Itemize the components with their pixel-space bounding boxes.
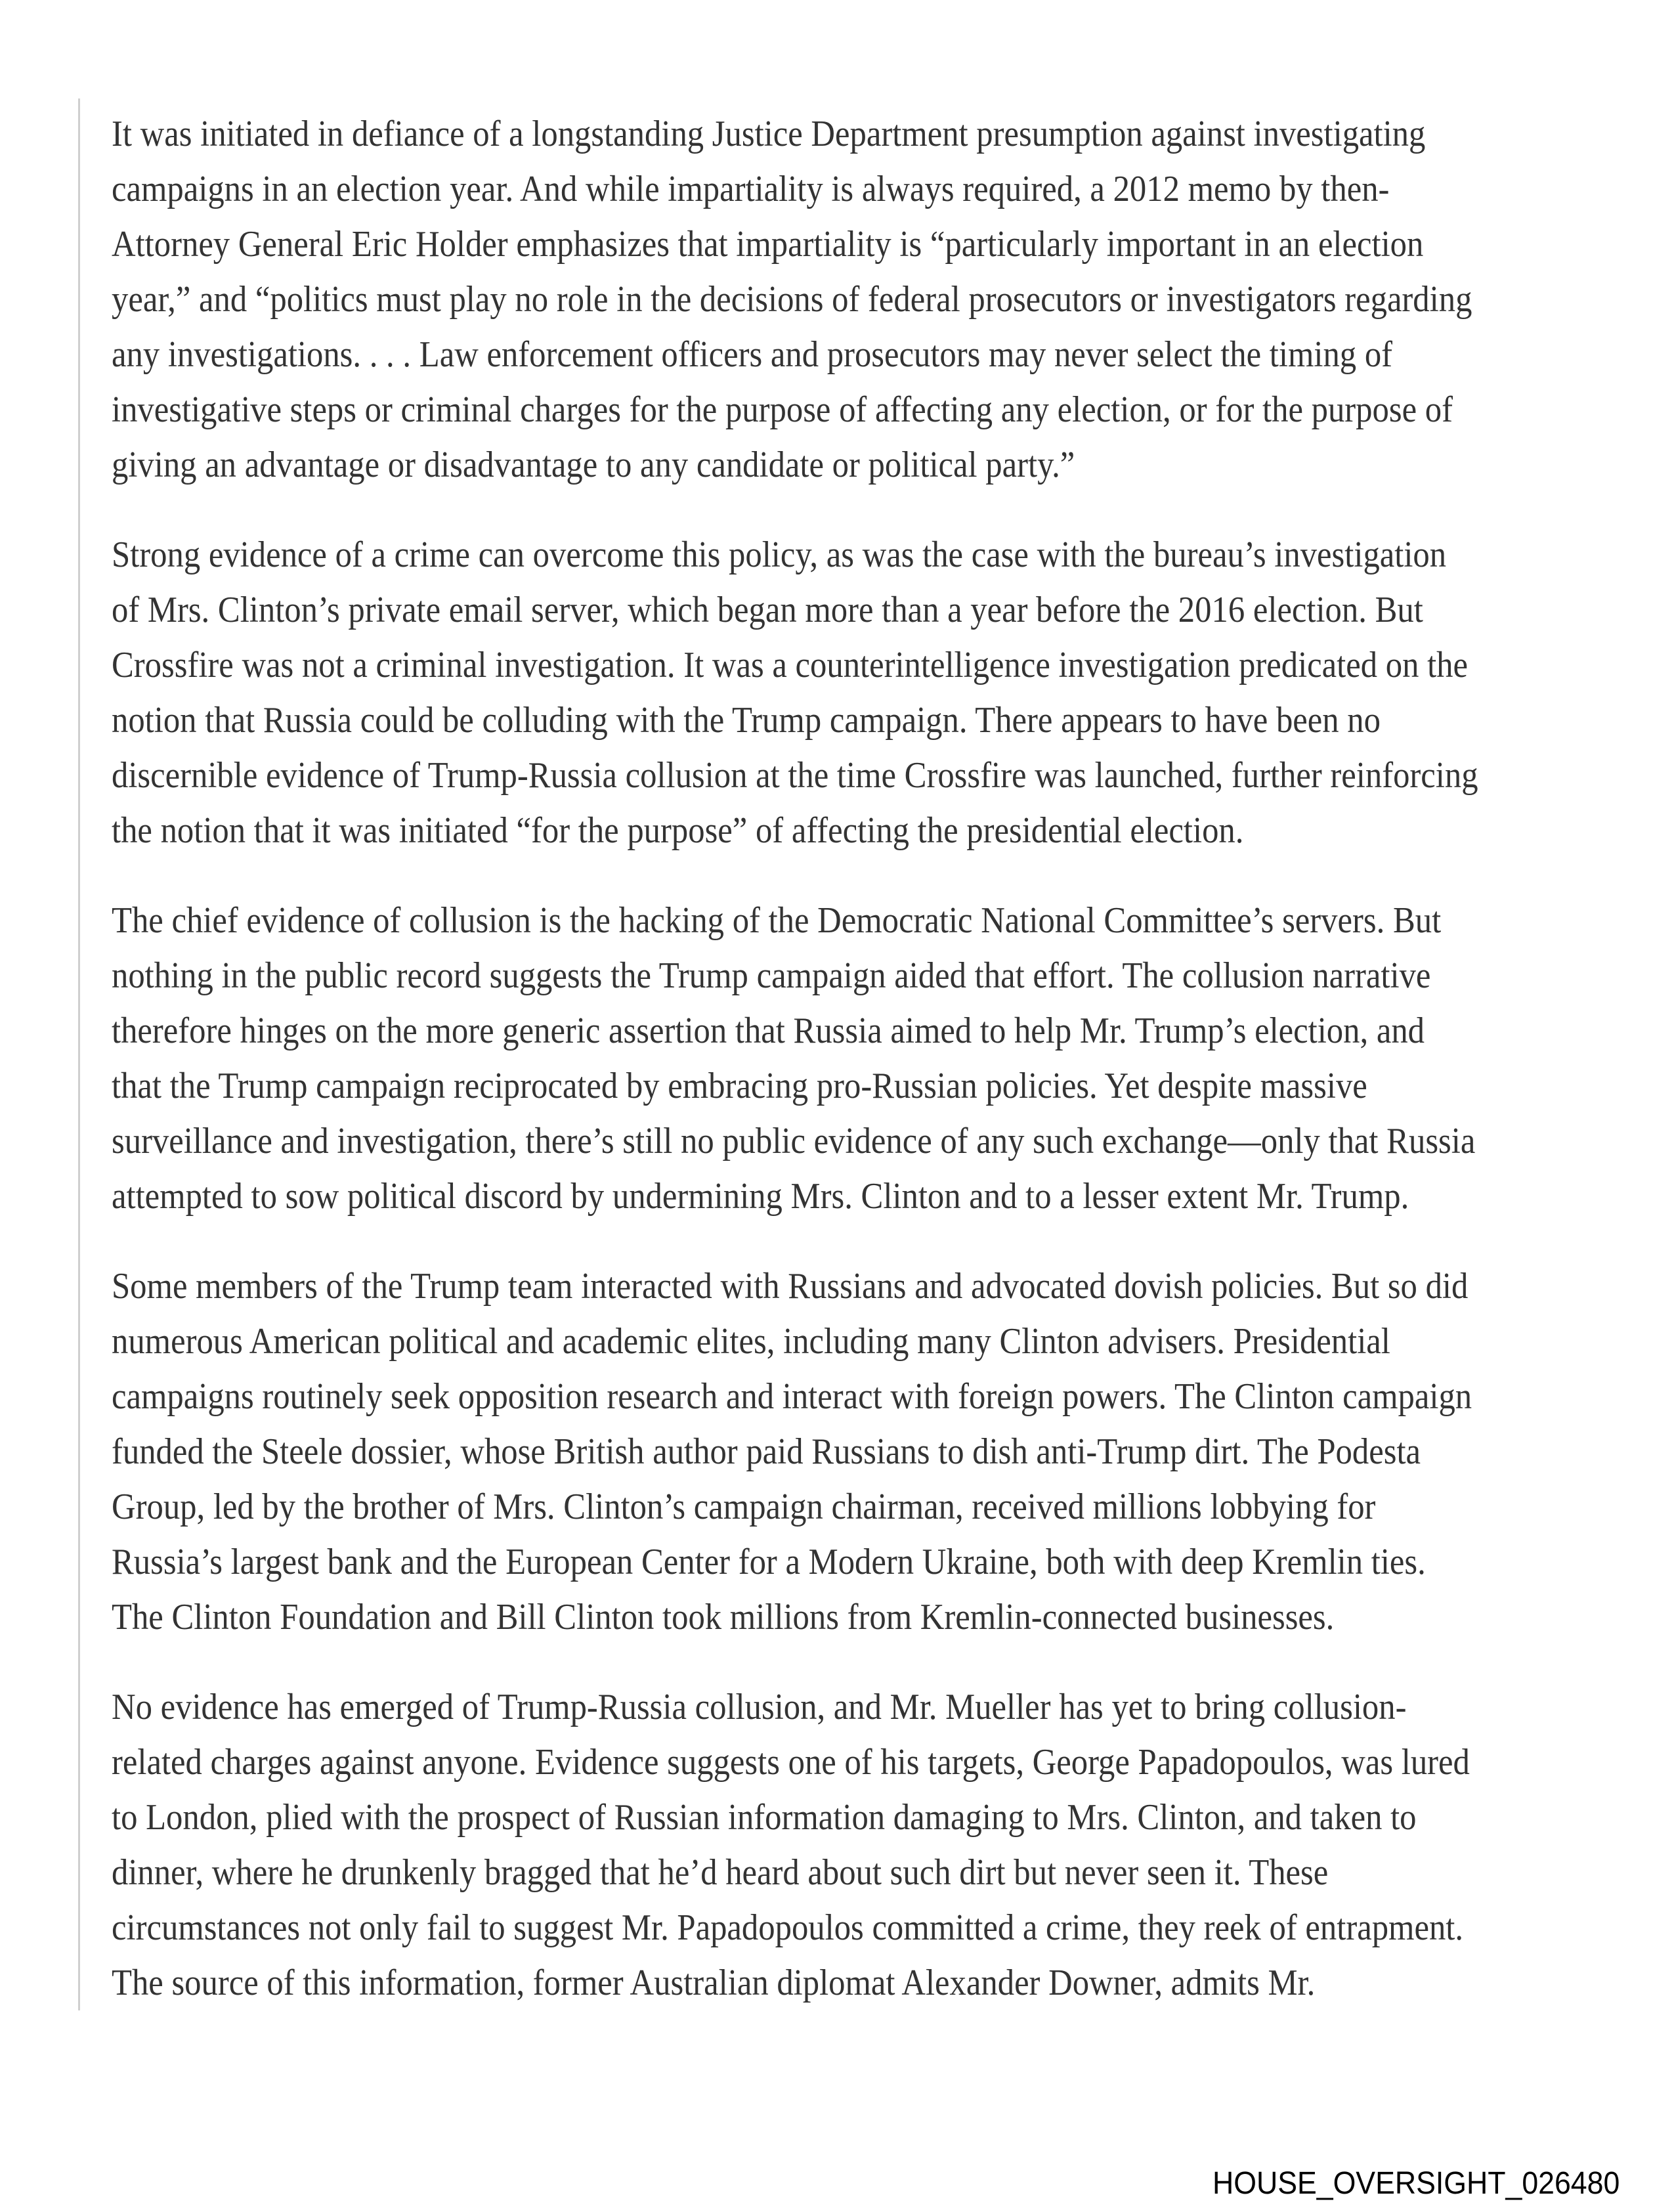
text-line: investigative steps or criminal charges for the purpose of affecting any election, or for the purpose of <box>112 389 1453 430</box>
text-line: that the Trump campaign reciprocated by embracing pro-Russian policies. Yet despite massive <box>112 1066 1367 1106</box>
text-line: the notion that it was initiated “for the purpose” of affecting the presidential election. <box>112 810 1244 851</box>
text-line: funded the Steele dossier, whose British author paid Russians to dish anti-Trump dirt. The Podesta <box>112 1431 1421 1472</box>
text-line: related charges against anyone. Evidence suggests one of his targets, George Papadopoulos, was lured <box>112 1742 1470 1783</box>
bates-number-footer: HOUSE_OVERSIGHT_026480 <box>1213 2166 1620 2201</box>
text-line: Russia’s largest bank and the European Center for a Modern Ukraine, both with deep Kremlin ties. <box>112 1542 1426 1582</box>
text-line: Crossfire was not a criminal investigation. It was a counterintelligence investigation predicated on the <box>112 645 1469 685</box>
text-line: attempted to sow political discord by undermining Mrs. Clinton and to a lesser extent Mr. Trump. <box>112 1176 1409 1217</box>
paragraph-2 <box>112 527 1674 858</box>
paragraph-1 <box>112 106 1674 492</box>
text-line: surveillance and investigation, there’s still no public evidence of any such exchange—only that Russia <box>112 1121 1476 1161</box>
blockquote-left-rule <box>78 98 80 2010</box>
text-line: any investigations. . . . Law enforcement officers and prosecutors may never select the timing of <box>112 334 1393 375</box>
paragraph-3 <box>112 893 1674 1224</box>
text-line: No evidence has emerged of Trump-Russia collusion, and Mr. Mueller has yet to bring collusion- <box>112 1687 1407 1727</box>
text-line: It was initiated in defiance of a longstanding Justice Department presumption against investigating <box>112 114 1426 154</box>
text-line: campaigns in an election year. And while impartiality is always required, a 2012 memo by then- <box>112 169 1390 209</box>
text-line: nothing in the public record suggests the Trump campaign aided that effort. The collusion narrative <box>112 955 1431 996</box>
text-line: Strong evidence of a crime can overcome this policy, as was the case with the bureau’s investigation <box>112 534 1447 575</box>
paragraph-4 <box>112 1259 1674 1645</box>
text-line: giving an advantage or disadvantage to any candidate or political party.” <box>112 445 1075 485</box>
text-line: The chief evidence of collusion is the hacking of the Democratic National Committee’s servers. But <box>112 900 1442 941</box>
text-line: notion that Russia could be colluding with the Trump campaign. There appears to have been no <box>112 700 1381 741</box>
text-line: Attorney General Eric Holder emphasizes that impartiality is “particularly important in an election <box>112 224 1424 265</box>
text-line: The Clinton Foundation and Bill Clinton took millions from Kremlin-connected businesses. <box>112 1597 1335 1637</box>
paragraph-5 <box>112 1680 1674 2010</box>
text-line: numerous American political and academic elites, including many Clinton advisers. Presidential <box>112 1321 1390 1362</box>
text-line: dinner, where he drunkenly bragged that he’d heard about such dirt but never seen it. These <box>112 1852 1329 1893</box>
article-body <box>112 106 1674 2045</box>
text-line: year,” and “politics must play no role in the decisions of federal prosecutors or investigators regarding <box>112 279 1472 320</box>
text-line: campaigns routinely seek opposition research and interact with foreign powers. The Clinton campaign <box>112 1376 1472 1417</box>
text-line: discernible evidence of Trump-Russia collusion at the time Crossfire was launched, further reinforcing <box>112 755 1478 796</box>
text-line: Group, led by the brother of Mrs. Clinton’s campaign chairman, received millions lobbying for <box>112 1486 1376 1527</box>
text-line: therefore hinges on the more generic assertion that Russia aimed to help Mr. Trump’s election, and <box>112 1010 1425 1051</box>
text-line: Some members of the Trump team interacted with Russians and advocated dovish policies. But so did <box>112 1266 1469 1307</box>
text-line: The source of this information, former Australian diplomat Alexander Downer, admits Mr. <box>112 1963 1316 2003</box>
text-line: of Mrs. Clinton’s private email server, which began more than a year before the 2016 election. But <box>112 590 1423 630</box>
text-line: to London, plied with the prospect of Russian information damaging to Mrs. Clinton, and taken to <box>112 1797 1417 1838</box>
text-line: circumstances not only fail to suggest Mr. Papadopoulos committed a crime, they reek of entrapment. <box>112 1907 1464 1948</box>
